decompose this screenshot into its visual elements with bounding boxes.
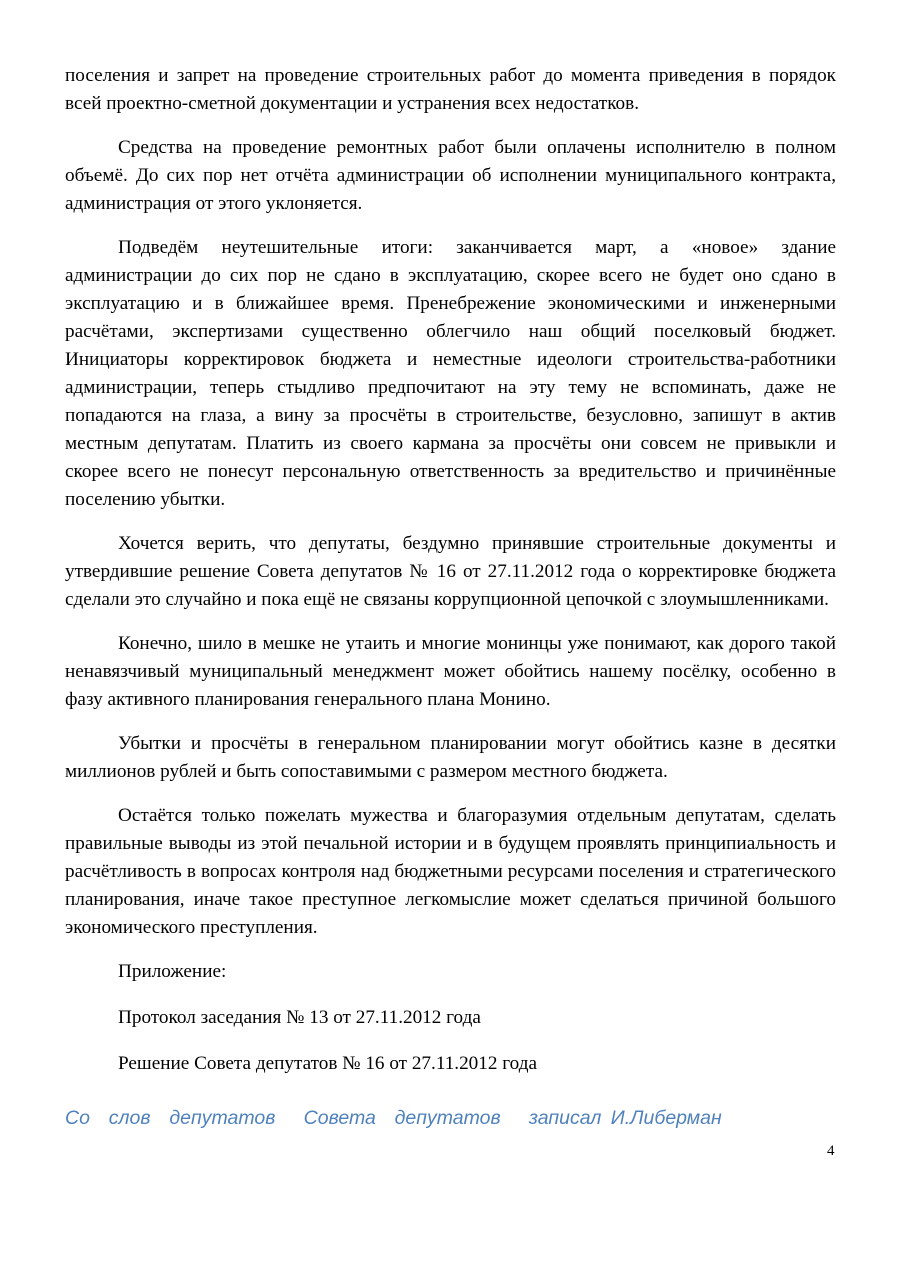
paragraph-management: Конечно, шило в мешке не утаить и многие монинцы уже понимают, как дорого такой ненавязчивый муниципальный менеджмент может обойтись нашему посёлку, особенно в фазу активного планирования генерального плана Монино. <box>65 633 836 710</box>
appendix-item-decision: Решение Совета депутатов № 16 от 27.11.2012 года <box>118 1053 537 1074</box>
paragraph-summary: Подведём неутешительные итоги: заканчивается март, а «новое» здание администрации до сих пор не сдано в эксплуатацию, скорее всего не будет оно сдано в эксплуатацию и в ближайшее время. Пренебрежение экономическими и инженерными расчётами, экспертизами существенно облегчило наш общий поселковый бюджет. Инициаторы корректировок бюджета и неместные идеологи строительства-работники администрации, теперь стыдливо предпочитают на эту тему не вспоминать, даже не попадаются на глаза, а вину за просчёты в строительстве, безусловно, запишут в актив местным депутатам. Платить из своего кармана за просчёты они совсем не привыкли и скорее всего не понесут персональную ответственность за вредительство и причинённые поселению убытки. <box>65 237 836 510</box>
paragraph-deputies: Хочется верить, что депутаты, бездумно принявшие строительные документы и утвердившие решение Совета депутатов № 16 от 27.11.2012 года о корректировке бюджета сделали это случайно и пока ещё не связаны коррупционной цепочкой с злоумышленниками. <box>65 533 836 610</box>
appendix-item-protocol: Протокол заседания № 13 от 27.11.2012 года <box>118 1007 481 1028</box>
paragraph-payment: Средства на проведение ремонтных работ были оплачены исполнителю в полном объемё. До сих пор нет отчёта администрации об исполнении муниципального контракта, администрация от этого уклоняется. <box>65 137 836 214</box>
appendix-heading: Приложение: <box>118 961 227 982</box>
paragraph-continuation: поселения и запрет на проведение строительных работ до момента приведения в порядок всей проектно-сметной документации и устранения всех недостатков. <box>65 65 836 114</box>
author-signature: Со слов депутатов Совета депутатов записал И.Либерман <box>65 1107 722 1129</box>
document-body <box>65 62 836 1096</box>
page-number: 4 <box>827 1143 835 1159</box>
paragraph-conclusion: Остаётся только пожелать мужества и благоразумия отдельным депутатам, сделать правильные выводы из этой печальной истории и в будущем проявлять принципиальность и расчётливость в вопросах контроля над бюджетными ресурсами поселения и стратегического планирования, иначе такое преступное легкомыслие может сделаться причиной большого экономического преступления. <box>65 805 836 938</box>
paragraph-losses: Убытки и просчёты в генеральном планировании могут обойтись казне в десятки миллионов рублей и быть сопоставимыми с размером местного бюджета. <box>65 733 836 782</box>
